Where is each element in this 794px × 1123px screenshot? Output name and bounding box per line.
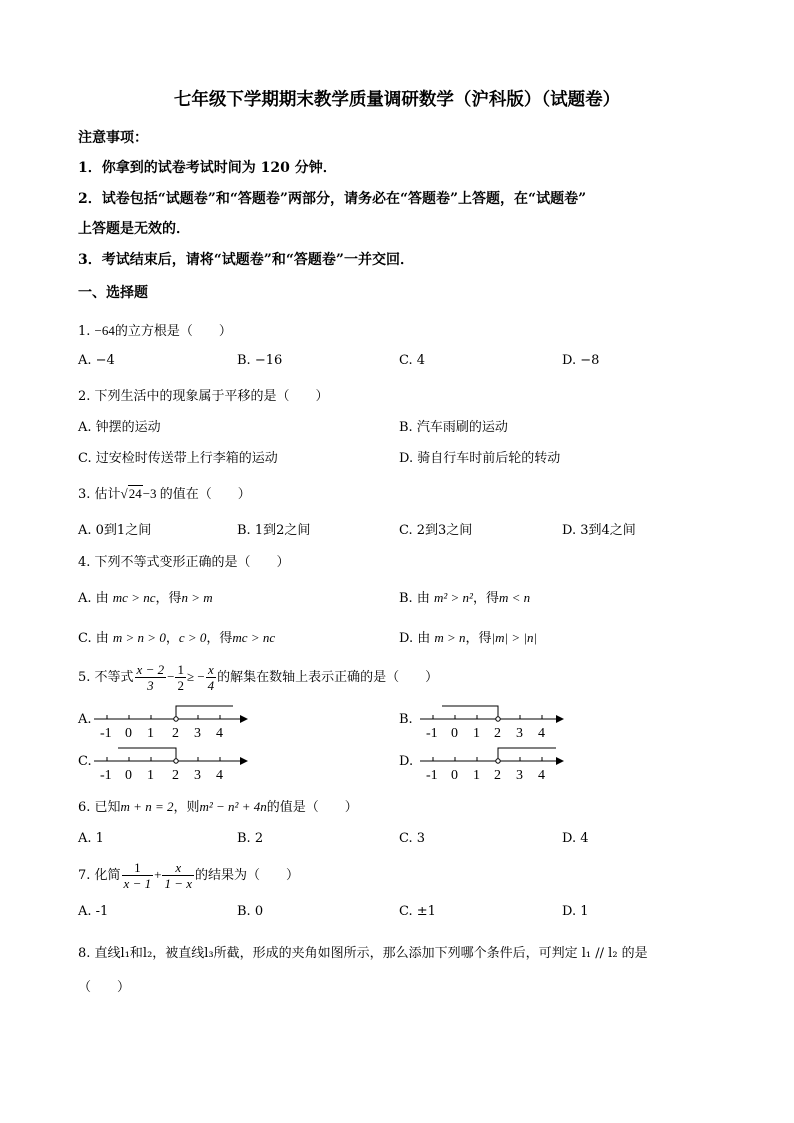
- q3-option-a: A. 0到1之间: [78, 523, 152, 538]
- svg-text:4: 4: [216, 768, 223, 783]
- svg-text:0: 0: [451, 726, 458, 741]
- q7-fraction-1: $\frac{1}{x - 1}$: [123, 860, 152, 891]
- svg-text:2: 2: [494, 726, 501, 741]
- q2-option-a: A. 钟摆的运动: [78, 420, 161, 435]
- q5-fraction-3: $\frac{x}{4}$: [207, 662, 215, 693]
- svg-text:-1: -1: [426, 768, 438, 783]
- svg-text:4: 4: [538, 726, 545, 741]
- q5-label-c: C.: [78, 754, 92, 769]
- svg-text:-1: -1: [100, 768, 112, 783]
- q3-option-c: C. 2到3之间: [399, 523, 473, 538]
- svg-text:0: 0: [125, 768, 132, 783]
- q3-option-d: D. 3到4之间: [562, 523, 636, 538]
- svg-text:0: 0: [125, 726, 132, 741]
- q7-option-b: B. 0: [237, 904, 264, 919]
- section-heading: 一、选择题: [78, 285, 148, 301]
- notice-item-2: 2．试卷包括“试题卷”和“答题卷”两部分，请务必在“答题卷”上答题，在“试题卷”: [78, 191, 587, 207]
- notice-item-2-cont: 上答题是无效的．: [78, 221, 190, 237]
- q3-option-b: B. 1到2之间: [237, 523, 311, 538]
- notice-item-3: 3．考试结束后，请将“试题卷”和“答题卷”一并交回．: [78, 252, 414, 268]
- question-8-cont: （ ）: [78, 980, 131, 995]
- q5-label-d: D.: [399, 754, 414, 769]
- q1-text: 的立方根是（ ）: [114, 324, 232, 339]
- q4-option-d: D. 由 m > n，得|m| > |n|: [399, 630, 538, 646]
- q6-option-b: B. 2: [237, 831, 264, 846]
- q2-option-d: D. 骑自行车时前后轮的转动: [399, 451, 561, 466]
- q1-num: 1.: [78, 324, 91, 339]
- q2-option-c: C. 过安检时传送带上行李箱的运动: [78, 451, 278, 466]
- svg-text:4: 4: [538, 768, 545, 783]
- page-title: 七年级下学期期末教学质量调研数学（沪科版）（试题卷）: [173, 90, 621, 110]
- q1-expr: −64: [94, 323, 115, 338]
- q6-option-c: C. 3: [399, 831, 426, 846]
- q5-fraction-1: $\frac{x - 2}{3}$: [136, 662, 165, 693]
- notice-item-1: 1．你拿到的试卷考试时间为 120 分钟．: [78, 160, 337, 176]
- q1-option-b: B. −16: [237, 353, 283, 368]
- q7-option-d: D. 1: [562, 904, 589, 919]
- svg-text:2: 2: [172, 726, 179, 741]
- q2-option-b: B. 汽车雨刷的运动: [399, 420, 508, 435]
- svg-text:2: 2: [172, 768, 179, 783]
- q5-fraction-2: $\frac{1}{2}$: [177, 662, 184, 693]
- question-1: [78, 320, 232, 339]
- question-6: 6. 已知m + n = 2，则m² − n² + 4n的值是（ ）: [78, 799, 358, 815]
- svg-text:1: 1: [473, 768, 480, 783]
- ticks: [107, 715, 220, 719]
- q7-option-c: C. ±1: [399, 904, 436, 919]
- svg-text:3: 3: [516, 726, 523, 741]
- q7-option-a: A. -1: [78, 904, 109, 919]
- q6-option-d: D. 4: [562, 831, 589, 846]
- q5-number-line-c: [92, 745, 252, 785]
- svg-text:2: 2: [494, 768, 501, 783]
- svg-text:0: 0: [451, 768, 458, 783]
- question-8: 8. 直线l₁和l₂，被直线l₃所截，形成的夹角如图所示，那么添加下列哪个条件后，可判定 l₁ // l₂ 的是: [78, 946, 648, 961]
- q1-option-d: D. −8: [562, 353, 600, 368]
- q7-fraction-2: $\frac{x}{1 - x}$: [164, 860, 192, 891]
- svg-text:3: 3: [194, 726, 201, 741]
- q4-option-a: A. 由 mc > nc，得n > m: [78, 590, 213, 606]
- q1-option-c: C. 4: [399, 353, 426, 368]
- q1-option-a: A. −4: [78, 353, 115, 368]
- question-2: 2. 下列生活中的现象属于平移的是（ ）: [78, 389, 329, 404]
- q3-pre: 3. 估计: [78, 487, 121, 502]
- svg-text:-1: -1: [426, 726, 438, 741]
- q6-option-a: A. 1: [78, 831, 104, 846]
- q5-label-a: A.: [78, 712, 92, 727]
- svg-text:3: 3: [194, 768, 201, 783]
- q5-number-line-b: [418, 703, 578, 743]
- q5-number-line-a: [92, 703, 252, 743]
- svg-text:1: 1: [473, 726, 480, 741]
- svg-text:3: 3: [516, 768, 523, 783]
- question-3: 3. 估计√24−3 的值在（ ）: [78, 486, 251, 502]
- notice-heading: 注意事项：: [78, 130, 148, 146]
- q3-post: −3 的值在（ ）: [142, 486, 251, 501]
- q3-radicand: 24: [128, 486, 142, 501]
- q4-option-b: B. 由 m² > n²，得m < n: [399, 590, 531, 606]
- q5-number-line-d: [418, 745, 578, 785]
- question-7: 7. 化简 $\frac{1}{x - 1}$ + $\frac{x}{1 - x}$ 的结果为（ ）: [78, 860, 299, 891]
- question-5: 5. 不等式 $\frac{x - 2}{3}$ − $\frac{1}{2}$ ≥ − $\frac{x}{4}$ 的解集在数轴上表示正确的是（ ）: [78, 662, 439, 693]
- svg-text:-1: -1: [100, 726, 112, 741]
- q4-option-c: C. 由 m > n > 0，c > 0，得mc > nc: [78, 630, 276, 646]
- svg-text:1: 1: [147, 726, 154, 741]
- svg-text:1: 1: [147, 768, 154, 783]
- question-4: 4. 下列不等式变形正确的是（ ）: [78, 555, 290, 570]
- q5-label-b: B.: [399, 712, 413, 727]
- svg-text:4: 4: [216, 726, 223, 741]
